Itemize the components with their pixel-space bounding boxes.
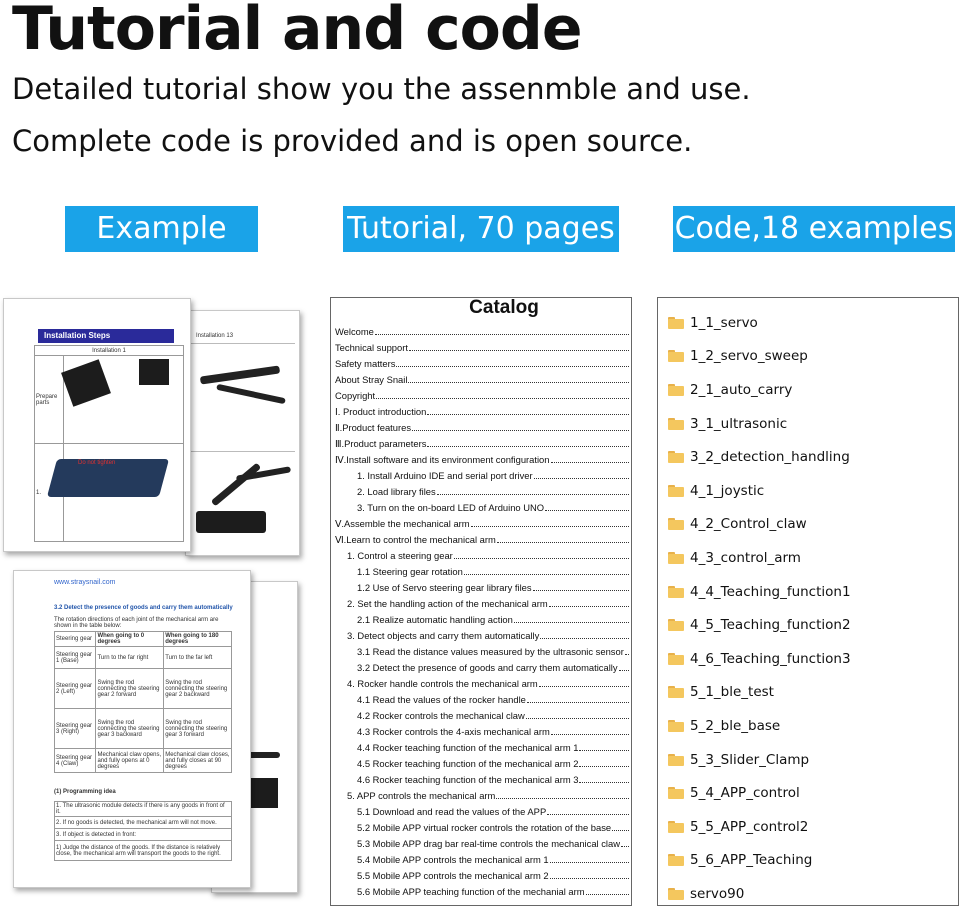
folder-icon	[668, 552, 684, 564]
programming-heading: (1) Programming idea	[54, 789, 116, 795]
prepare-parts-label: Prepare parts	[35, 356, 64, 444]
install13-page	[185, 310, 300, 556]
dot-leader	[579, 740, 629, 751]
page-title: Tutorial and code	[12, 0, 582, 64]
code-panel	[657, 297, 959, 906]
catalog-item-label: 4.6 Rocker teaching function of the mechanical arm 3	[357, 774, 579, 785]
dot-leader	[534, 468, 629, 479]
folder-name: 5_6_APP_Teaching	[690, 852, 813, 869]
folder-name: 4_6_Teaching_function3	[690, 650, 851, 667]
dot-leader	[550, 868, 629, 879]
folder-item[interactable]	[668, 474, 851, 508]
catalog-item[interactable]	[335, 724, 629, 740]
catalog-item-label: 5.1 Download and read the values of the APP	[357, 806, 547, 817]
table-cell: Swing the rod connecting the steering gear 2 forward	[96, 669, 164, 709]
catalog-item-label: Ⅰ. Product introduction	[335, 406, 427, 417]
dot-leader	[527, 692, 629, 703]
folder-item[interactable]	[668, 440, 851, 474]
dot-leader	[540, 628, 629, 639]
dot-leader	[514, 612, 629, 623]
catalog-item-label: 1. Control a steering gear	[347, 550, 453, 561]
catalog-item-label: Safety matters	[335, 358, 396, 369]
dot-leader	[533, 580, 629, 591]
step1-label: 1.	[35, 444, 64, 542]
folder-icon	[668, 619, 684, 631]
divider	[190, 343, 295, 344]
catalog-item[interactable]	[335, 468, 629, 484]
folder-name: 3_1_ultrasonic	[690, 415, 788, 432]
folder-item[interactable]	[668, 810, 851, 844]
catalog-item[interactable]	[335, 372, 629, 388]
dot-leader	[408, 372, 629, 383]
catalog-item-label: Copyright	[335, 390, 376, 401]
folder-item[interactable]	[668, 306, 851, 340]
folder-item[interactable]	[668, 407, 851, 441]
dot-leader	[625, 644, 629, 655]
dot-leader	[550, 852, 629, 863]
folder-icon	[668, 754, 684, 766]
folder-item[interactable]	[668, 373, 851, 407]
folder-icon	[668, 720, 684, 732]
dot-leader	[496, 788, 629, 799]
catalog-item[interactable]	[335, 500, 629, 516]
folder-name: 1_2_servo_sweep	[690, 348, 808, 365]
dot-leader	[412, 420, 629, 431]
catalog-item-label: 5.5 Mobile APP controls the mechanical arm 2	[357, 870, 549, 881]
table-cell: 3. If object is detected in front:	[55, 829, 232, 841]
table-cell: 2. If no goods is detected, the mechanical arm will not move.	[55, 817, 232, 829]
dot-leader	[579, 772, 629, 783]
dot-leader	[612, 820, 629, 831]
catalog-item[interactable]	[335, 452, 629, 468]
robot-base-image	[196, 511, 266, 533]
catalog-item[interactable]	[335, 580, 629, 596]
folder-item[interactable]	[668, 608, 851, 642]
folder-icon	[668, 653, 684, 665]
catalog-item[interactable]	[335, 756, 629, 772]
folder-item[interactable]	[668, 642, 851, 676]
catalog-item-label: 4. Rocker handle controls the mechanical arm	[347, 678, 538, 689]
table-cell: 1. The ultrasonic module detects if there is any goods in front of it.	[55, 802, 232, 817]
dot-leader	[551, 452, 630, 463]
folder-icon	[668, 418, 684, 430]
folder-name: 4_1_joystic	[690, 482, 765, 499]
catalog-item[interactable]	[335, 564, 629, 580]
folder-icon	[668, 485, 684, 497]
folder-icon	[668, 888, 684, 900]
catalog-panel	[330, 297, 632, 906]
subtitle-tutorial: Detailed tutorial show you the assenmble and use.	[12, 72, 751, 106]
folder-icon	[668, 787, 684, 799]
col-header: When going to 0 degrees	[96, 632, 164, 647]
catalog-item[interactable]	[335, 852, 629, 868]
catalog-item-label: 1.1 Steering gear rotation	[357, 566, 463, 577]
catalog-item[interactable]	[335, 868, 629, 884]
table-cell: 1) Judge the distance of the goods. If the distance is relatively close, the mechanical arm will transport the goods to the right.	[55, 841, 232, 861]
robot-arm-image	[216, 384, 286, 404]
dot-leader	[619, 660, 629, 671]
catalog-item[interactable]	[335, 548, 629, 564]
catalog-item-label: 2. Set the handling action of the mechanical arm	[347, 598, 548, 609]
dot-leader	[526, 708, 629, 719]
folder-item[interactable]	[668, 676, 851, 710]
catalog-item-label: Technical support	[335, 342, 408, 353]
folder-item[interactable]	[668, 709, 851, 743]
install1-label: Installation 1	[35, 346, 184, 356]
catalog-item-label: 5.4 Mobile APP controls the mechanical arm 1	[357, 854, 549, 865]
catalog-item[interactable]	[335, 356, 629, 372]
catalog-item-label: 5. APP controls the mechanical arm	[347, 790, 496, 801]
table-cell: Swing the rod connecting the steering gear 3 backward	[96, 709, 164, 749]
dot-leader	[427, 404, 629, 415]
catalog-item[interactable]	[335, 660, 629, 676]
catalog-item-label: 4.5 Rocker teaching function of the mechanical arm 2	[357, 758, 579, 769]
install13-label: Installation 13	[196, 333, 234, 339]
catalog-item[interactable]	[335, 772, 629, 788]
catalog-item-label: 3.2 Detect the presence of goods and carry them automatically	[357, 662, 618, 673]
folder-name: 1_1_servo	[690, 314, 758, 331]
folder-icon	[668, 384, 684, 396]
catalog-list	[335, 324, 629, 900]
doc-url: www.straysnail.com	[54, 579, 116, 586]
catalog-item[interactable]	[335, 836, 629, 852]
catalog-item-label: Welcome	[335, 326, 374, 337]
catalog-item[interactable]	[335, 324, 629, 340]
folder-name: 5_2_ble_base	[690, 717, 781, 734]
table-cell: Steering gear 3 (Right)	[55, 709, 96, 749]
dot-leader	[545, 500, 629, 511]
catalog-item[interactable]	[335, 644, 629, 660]
table-cell: Turn to the far left	[164, 647, 232, 669]
catalog-item-label: 5.3 Mobile APP drag bar real-time controls the mechanical claw	[357, 838, 620, 849]
dot-leader	[497, 532, 629, 543]
catalog-item[interactable]	[335, 740, 629, 756]
robot-arm-image	[211, 463, 261, 507]
dot-leader	[427, 436, 629, 447]
dot-leader	[551, 724, 629, 735]
catalog-item-label: 3. Detect objects and carry them automatically	[347, 630, 540, 641]
catalog-item[interactable]	[335, 692, 629, 708]
robot-arm-image	[200, 365, 280, 384]
folder-name: 3_2_detection_handling	[690, 449, 850, 466]
folder-name: 4_4_Teaching_function1	[690, 583, 851, 600]
catalog-item-label: Ⅲ.Product parameters	[335, 438, 427, 449]
table-cell: Mechanical claw opens, and fully opens at 0 degrees	[96, 749, 164, 773]
folder-icon	[668, 586, 684, 598]
catalog-item-label: Ⅴ.Assemble the mechanical arm	[335, 518, 470, 529]
code-label: Code,18 examples	[673, 206, 955, 252]
catalog-item-label: 3.1 Read the distance values measured by the ultrasonic sensor	[357, 646, 624, 657]
folder-item[interactable]	[668, 508, 851, 542]
folder-name: servo90	[690, 885, 745, 902]
dot-leader	[586, 884, 629, 895]
catalog-item[interactable]	[335, 884, 629, 900]
dot-leader	[579, 756, 629, 767]
catalog-item-label: 2. Load library files	[357, 486, 436, 497]
folder-item[interactable]	[668, 340, 851, 374]
folder-icon	[668, 518, 684, 530]
dot-leader	[437, 484, 629, 495]
table-cell: Turn to the far right	[96, 647, 164, 669]
doc-page	[13, 570, 251, 888]
dot-leader	[409, 340, 629, 351]
catalog-item[interactable]	[335, 532, 629, 548]
folder-name: 5_3_Slider_Clamp	[690, 751, 810, 768]
catalog-item-label: Ⅵ.Learn to control the mechanical arm	[335, 534, 496, 545]
example-collage	[3, 296, 306, 906]
folder-list	[668, 306, 851, 906]
folder-item[interactable]	[668, 575, 851, 609]
catalog-item[interactable]	[335, 676, 629, 692]
catalog-item-label: 4.3 Rocker controls the 4-axis mechanical arm	[357, 726, 550, 737]
folder-item[interactable]	[668, 877, 851, 906]
catalog-item[interactable]	[335, 516, 629, 532]
catalog-item-label: 5.2 Mobile APP virtual rocker controls the rotation of the base	[357, 822, 612, 833]
catalog-item-label: Ⅳ.Install software and its environment configuration	[335, 454, 550, 465]
tutorial-label: Tutorial, 70 pages	[343, 206, 619, 252]
install-steps-page	[3, 298, 191, 552]
table-cell: Swing the rod connecting the steering gear 3 forward	[164, 709, 232, 749]
catalog-item[interactable]	[335, 340, 629, 356]
table-cell: Steering gear 1 (Base)	[55, 647, 96, 669]
catalog-item[interactable]	[335, 420, 629, 436]
folder-item[interactable]	[668, 743, 851, 777]
folder-icon	[668, 854, 684, 866]
dot-leader	[454, 548, 629, 559]
example-label: Example	[65, 206, 258, 252]
dot-leader	[621, 836, 629, 847]
catalog-item[interactable]	[335, 788, 629, 804]
dot-leader	[471, 516, 629, 527]
folder-name: 4_5_Teaching_function2	[690, 617, 851, 634]
catalog-item-label: 3. Turn on the on-board LED of Arduino UNO	[357, 502, 545, 513]
catalog-item-label: 4.2 Rocker controls the mechanical claw	[357, 710, 525, 721]
rotation-table	[54, 631, 232, 773]
divider	[190, 451, 295, 452]
catalog-item[interactable]	[335, 484, 629, 500]
col-header: Steering gear	[55, 632, 96, 647]
catalog-item[interactable]	[335, 708, 629, 724]
catalog-item[interactable]	[335, 404, 629, 420]
catalog-item-label: Ⅱ.Product features	[335, 422, 412, 433]
folder-name: 2_1_auto_carry	[690, 381, 793, 398]
doc-intro: The rotation directions of each joint of the mechanical arm are shown in the table below:	[54, 617, 219, 629]
dot-leader	[539, 676, 629, 687]
folder-item[interactable]	[668, 776, 851, 810]
catalog-item[interactable]	[335, 388, 629, 404]
dot-leader	[464, 564, 629, 575]
folder-icon	[668, 821, 684, 833]
folder-name: 5_5_APP_control2	[690, 818, 809, 835]
col-header: When going to 180 degrees	[164, 632, 232, 647]
dot-leader	[376, 388, 629, 399]
catalog-item-label: 2.1 Realize automatic handling action	[357, 614, 513, 625]
folder-icon	[668, 317, 684, 329]
dot-leader	[396, 356, 629, 367]
table-cell: Mechanical claw closes, and fully closes at 90 degrees	[164, 749, 232, 773]
catalog-item-label: 1.2 Use of Servo steering gear library files	[357, 582, 532, 593]
catalog-item-label: 5.6 Mobile APP teaching function of the mechanial arm	[357, 886, 585, 897]
warning-note: Do not tighten	[78, 460, 116, 466]
folder-name: 5_4_APP_control	[690, 785, 800, 802]
folder-name: 4_3_control_arm	[690, 549, 801, 566]
catalog-item[interactable]	[335, 596, 629, 612]
folder-icon	[668, 350, 684, 362]
folder-icon	[668, 451, 684, 463]
table-cell: Steering gear 4 (Claw)	[55, 749, 96, 773]
catalog-item-label: About Stray Snail	[335, 374, 408, 385]
dot-leader	[375, 324, 629, 335]
folder-name: 4_2_Control_claw	[690, 516, 807, 533]
acrylic-plate-image	[139, 359, 169, 385]
catalog-item-label: 1. Install Arduino IDE and serial port driver	[357, 470, 533, 481]
catalog-item-label: 4.4 Rocker teaching function of the mechanical arm 1	[357, 742, 579, 753]
subtitle-code: Complete code is provided and is open source.	[12, 124, 693, 158]
table-cell: Steering gear 2 (Left)	[55, 669, 96, 709]
catalog-item[interactable]	[335, 612, 629, 628]
catalog-item[interactable]	[335, 628, 629, 644]
folder-item[interactable]	[668, 844, 851, 878]
catalog-item-label: 4.1 Read the values of the rocker handle	[357, 694, 526, 705]
table-cell: Swing the rod connecting the steering gear 2 backward	[164, 669, 232, 709]
catalog-item[interactable]	[335, 804, 629, 820]
folder-icon	[668, 686, 684, 698]
catalog-item[interactable]	[335, 820, 629, 836]
dot-leader	[549, 596, 629, 607]
catalog-item[interactable]	[335, 436, 629, 452]
dot-leader	[547, 804, 629, 815]
doc-section-heading: 3.2 Detect the presence of goods and carry them automatically	[54, 605, 233, 611]
catalog-title: Catalog	[469, 297, 539, 318]
programming-table	[54, 801, 232, 861]
folder-item[interactable]	[668, 541, 851, 575]
robot-arm-image	[236, 466, 291, 481]
install-steps-heading: Installation Steps	[38, 329, 174, 343]
folder-name: 5_1_ble_test	[690, 684, 774, 701]
